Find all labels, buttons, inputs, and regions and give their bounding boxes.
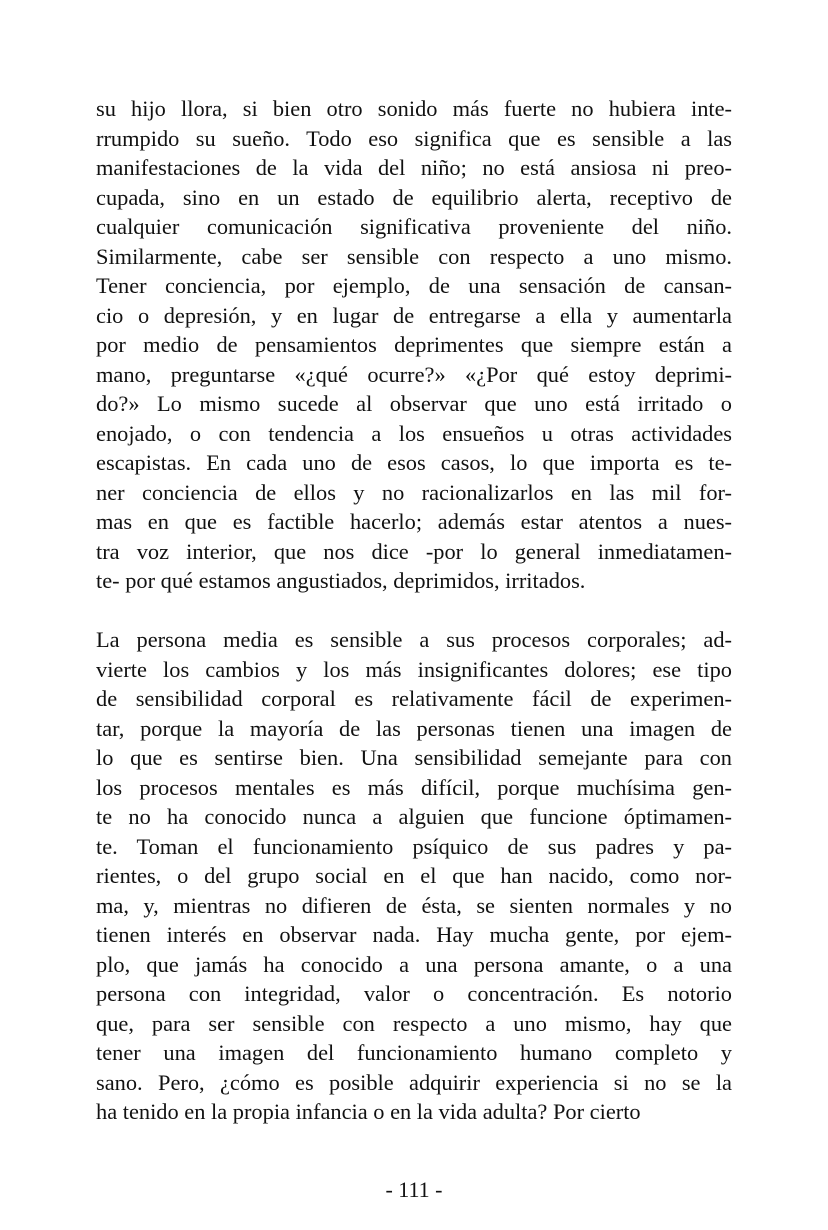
page-body bbox=[96, 94, 732, 1127]
text-line: ner conciencia de ellos y no racionalizarlos en las mil for- bbox=[96, 479, 732, 505]
text-line: su hijo llora, si bien otro sonido más fuerte no hubiera inte- bbox=[96, 96, 732, 121]
text-line: Tener conciencia, por ejemplo, de una sensación de cansan- bbox=[96, 273, 732, 298]
page-number: - 111 - bbox=[385, 1177, 443, 1202]
paragraph-1 bbox=[96, 94, 732, 596]
text-line: ma, y, mientras no difieren de ésta, se sienten normales y no bbox=[96, 892, 732, 918]
text-line: Similarmente, cabe ser sensible con respecto a uno mismo. bbox=[96, 243, 732, 269]
text-line: te no ha conocido nunca a alguien que funcione óptimamen- bbox=[96, 804, 732, 829]
text-line: vierte los cambios y los más insignificantes dolores; ese tipo bbox=[96, 656, 732, 682]
text-line: que, para ser sensible con respecto a uno mismo, hay que bbox=[96, 1010, 732, 1036]
text-line: La persona media es sensible a sus procesos corporales; ad- bbox=[96, 627, 732, 652]
text-line: escapistas. En cada uno de esos casos, lo que importa es te- bbox=[96, 450, 732, 475]
text-line: por medio de pensamientos deprimentes que siempre están a bbox=[96, 332, 732, 357]
text-line: mano, preguntarse «¿qué ocurre?» «¿Por qué estoy deprimi- bbox=[96, 361, 732, 387]
text-line: tener una imagen del funcionamiento humano completo y bbox=[96, 1040, 732, 1065]
text-line: do?» Lo mismo sucede al observar que uno está irritado o bbox=[96, 391, 732, 416]
text-line: te. Toman el funcionamiento psíquico de sus padres y pa- bbox=[96, 833, 732, 859]
paragraph-2 bbox=[96, 625, 732, 1127]
text-line: rientes, o del grupo social en el que han nacido, como nor- bbox=[96, 863, 732, 888]
text-line: ha tenido en la propia infancia o en la vida adulta? Por cierto bbox=[96, 1099, 641, 1124]
text-line: rrumpido su sueño. Todo eso significa que es sensible a las bbox=[96, 125, 732, 151]
text-line: plo, que jamás ha conocido a una persona amante, o a una bbox=[96, 951, 732, 977]
text-line: cupada, sino en un estado de equilibrio alerta, receptivo de bbox=[96, 184, 732, 210]
text-line: tra voz interior, que nos dice -por lo general inmediatamen- bbox=[96, 538, 732, 564]
text-line: los procesos mentales es más difícil, porque muchísima gen- bbox=[96, 774, 732, 800]
text-line: tar, porque la mayoría de las personas tienen una imagen de bbox=[96, 715, 732, 741]
text-line: te- por qué estamos angustiados, deprimidos, irritados. bbox=[96, 568, 586, 593]
text-line: persona con integridad, valor o concentración. Es notorio bbox=[96, 981, 732, 1006]
text-line: cio o depresión, y en lugar de entregarse a ella y aumentarla bbox=[96, 302, 732, 328]
text-line: lo que es sentirse bien. Una sensibilidad semejante para con bbox=[96, 745, 732, 770]
text-line: cualquier comunicación significativa proveniente del niño. bbox=[96, 214, 732, 239]
text-line: mas en que es factible hacerlo; además estar atentos a nues- bbox=[96, 509, 732, 534]
text-line: tienen interés en observar nada. Hay mucha gente, por ejem- bbox=[96, 922, 732, 947]
text-line: enojado, o con tendencia a los ensueños u otras actividades bbox=[96, 420, 732, 446]
text-line: manifestaciones de la vida del niño; no está ansiosa ni preo- bbox=[96, 155, 732, 180]
text-line: de sensibilidad corporal es relativamente fácil de experimen- bbox=[96, 686, 732, 711]
text-line: sano. Pero, ¿cómo es posible adquirir experiencia si no se la bbox=[96, 1069, 732, 1095]
paragraph-gap bbox=[96, 596, 732, 626]
